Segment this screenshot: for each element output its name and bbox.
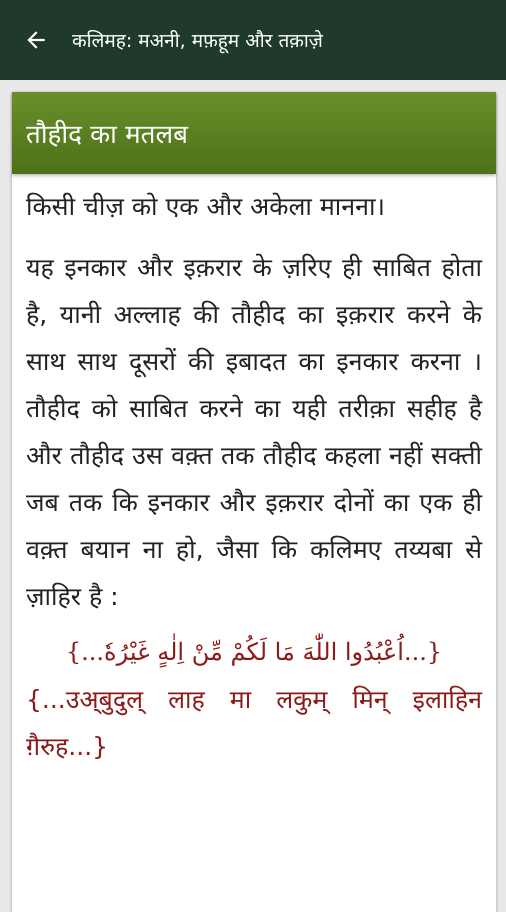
page-title: कलिमह: मअनी, मफ़हूम और तक़ाज़े	[72, 30, 323, 52]
app-bar	[0, 0, 506, 80]
card-title: तौहीद का मतलब	[26, 120, 188, 150]
back-button[interactable]	[8, 0, 64, 80]
card-header	[12, 92, 496, 174]
arabic-verse: {...اُعْبُدُوا اللّٰهَ مَا لَكُمْ مِّنْ اِلٰهٍ غَيْرُهٗ...}	[65, 638, 443, 666]
definition-paragraph: किसी चीज़ को एक और अकेला मानना।	[26, 192, 385, 221]
arrow-left-icon	[23, 27, 49, 53]
card-body	[12, 174, 496, 770]
explanation-paragraph: यह इनकार और इक़रार के ज़रिए ही साबित होता है, यानी अल्लाह की तौहीद का इक़रार करने के साथ साथ दूसरों की इबादत का इनकार करना । तौहीद को साबित करने का यही तरीक़ा सहीह है और तौहीद उस वक़्त तक तौहीद कहला नहीं सक्ती जब तक कि इनकार और इक़रार दोनों का एक ही वक़्त बयान ना हो, जैसा कि कलिमए तय्यबा से ज़ाहिर है :	[26, 253, 482, 611]
transliteration-text: {...उअ्बुदुल् लाह मा लकुम् मिन् इलाहिन ग़ैरुह...}	[26, 685, 482, 761]
content-card	[12, 92, 496, 912]
